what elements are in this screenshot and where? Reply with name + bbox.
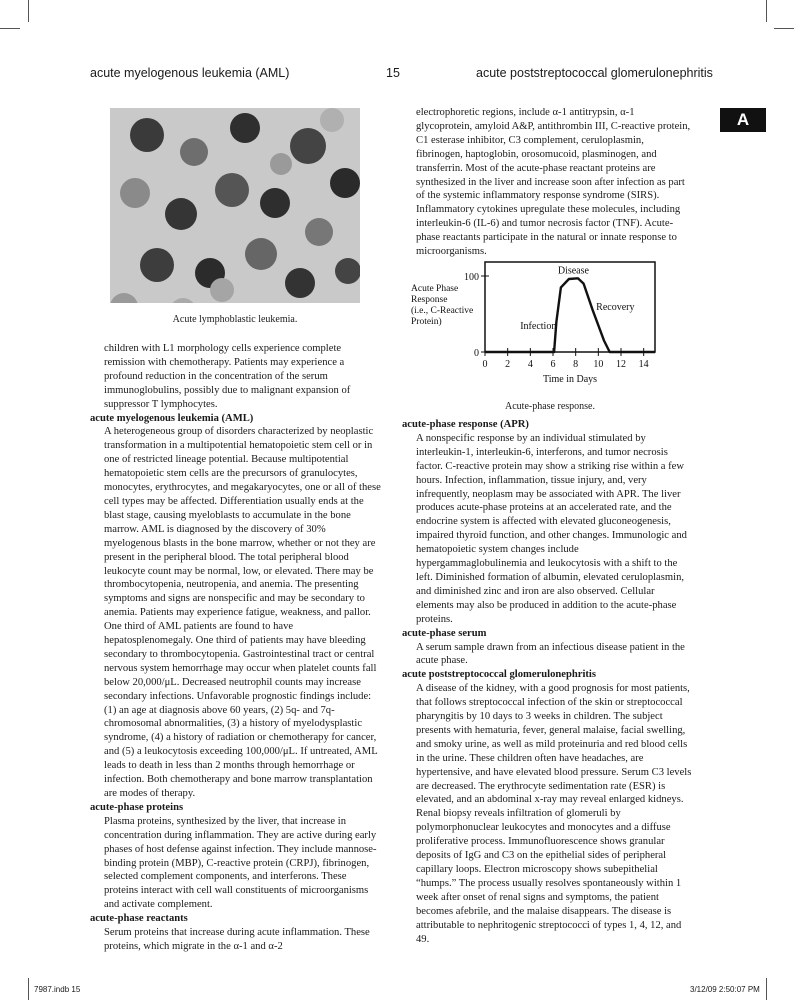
blood-cell — [285, 268, 315, 298]
y-axis-label: Protein) — [411, 317, 442, 327]
chart-caption: Acute-phase response. — [505, 401, 595, 412]
crop-mark — [28, 0, 29, 22]
x-tick-label: 14 — [638, 359, 649, 370]
y-axis-label: Response — [411, 295, 448, 305]
x-tick-label: 0 — [482, 359, 488, 370]
crop-mark — [0, 28, 20, 29]
y-axis-label: (i.e., C-Reactive — [411, 306, 474, 316]
blood-cell — [330, 168, 360, 198]
x-tick-label: 8 — [573, 359, 579, 370]
body-paragraph: children with L1 morphology cells experience complete remission with chemotherapy. Patients may experience a profound reduction in the concentration of the serum immunoglobulins, possibly due to malignant expansion of suppressor T lymphocytes. — [104, 343, 351, 410]
running-header-right: acute poststreptococcal glomerulonephritis — [476, 66, 713, 80]
y-tick-label: 100 — [464, 272, 479, 283]
chart-annotation: Recovery — [596, 302, 635, 314]
blood-cell — [290, 128, 326, 164]
crop-mark — [766, 978, 767, 1000]
body-paragraph: electrophoretic regions, include α-1 antitrypsin, α-1 glycoprotein, amyloid A&P, antithrombin III, C-reactive protein, C1 esterase inhibitor, C3 complement, ceruloplasmin, fibrinogen, haptoglobin, orosomucoid, plasminogen, and transferrin. Most of the acute-phase reactant proteins are synthesized in the liver and increase soon after infection as part of the systemic inflammatory response syndrome (SIRS). Inflammatory cytokines upregulate these molecules, including interleukin-6 (IL-6) and tumor necrosis factor (TNF). Acute-phase reactants participate in the natural or innate response to microorganisms. — [416, 107, 691, 258]
x-axis-label: Time in Days — [542, 374, 598, 385]
chart-annotation: Infection — [520, 321, 557, 333]
figure-caption: Acute lymphoblastic leukemia. — [172, 314, 298, 325]
blood-cell — [120, 178, 150, 208]
body-paragraph: A heterogeneous group of disorders characterized by neoplastic transformation in a multipotential hematopoietic stem cell or in one of restricted lineage potential. Because multipotential hematopoietic stem cells are the precursors of granulocytes, monocytes, erythrocytes, and megakaryocytes, one or all of these cell types may be affected. Differentiation usually ends at the blast stage, causing myeloblasts to accumulate in the bone marrow. AML is diagnosed by the discovery of 30% myelogenous blasts in the bone marrow, whether or not they are present in the peripheral blood. The total peripheral blood leukocyte count may be normal, low, or elevated. There may be thrombocytopenia, neutropenia, and anemia. The presenting symptoms and signs are nonspecific and may be secondary to anemia. Patients may experience fatigue, weakness, and pallor. One third of AML patients are found to have hepatosplenomegaly. One third of patients may have bleeding secondary to thrombocytopenia. Gastrointestinal tract or central nervous system hemorrhage may occur when platelet counts fall below 20,000/μL. Decreased neutrophil counts may increase secondary infections. Unfavorable prognostic findings include: (1) an age at diagnosis above 60 years, (2) 5q- and 7q- chromosomal abnormalities, (3) a history of myelodysplastic syndrome, (4) a history of radiation or chemotherapy for cancer, and (5) a leukocytosis exceeding 100,000/μL. If untreated, AML leads to death in less than 2 months through hemorrhage or infection. Both chemotherapy and bone marrow transplantation are modes of therapy. — [104, 426, 381, 799]
blood-cell — [210, 278, 234, 302]
x-tick-label: 12 — [616, 359, 626, 370]
blood-cell — [140, 248, 174, 282]
entry-term: acute poststreptococcal glomerulonephritis — [402, 669, 596, 681]
body-paragraph: Plasma proteins, synthesized by the liver, that increase in concentration during inflammation. They are active during early phases of host defense against infection. They include mannose-binding protein (MBP), C-reactive protein (CRPJ), fibrinogen, selected complement components, and interferons. These proteins interact with cell wall constituents of microorganisms and activate complement. — [104, 815, 377, 911]
blood-cell — [260, 188, 290, 218]
footer-timestamp: 3/12/09 2:50:07 PM — [690, 985, 760, 994]
body-paragraph: A disease of the kidney, with a good prognosis for most patients, that follows streptococcal infection of the skin or streptococcal pharyngitis by 10 days to 3 weeks in children. The subject presents with hematuria, fever, general malaise, facial swelling, and smoky urine, as well as mild proteinuria and red blood cells in the urine. These children often have headaches, are hypertensive, and have elevated blood pressure. Serum C3 levels are decreased. The erythrocyte sedimentation rate (ESR) is elevated, and an abdominal x-ray may reveal enlarged kidneys. Renal biopsy reveals infiltration of glomeruli by polymorphonuclear leukocytes and monocytes and a diffuse proliferative process. Immunofluorescence shows granular deposits of IgG and C3 on the epithelial sides of peripheral capillary loops. Electron microscopy shows subepithelial “humps.” The process usually resolves spontaneously within 1 week after onset of renal signs and symptoms, the patient becomes afebrile, and the malaise disappears. The disease is attributable to nephritogenic streptococci of types 1, 4, 12, and 49. — [416, 683, 692, 945]
x-tick-label: 2 — [505, 359, 511, 370]
left-column — [90, 342, 382, 954]
blood-cell — [305, 218, 333, 246]
entry-term: acute-phase reactants — [90, 913, 188, 925]
y-tick-label: 0 — [474, 348, 479, 359]
blood-cell — [180, 138, 208, 166]
blood-cell — [245, 238, 277, 270]
body-paragraph: A nonspecific response by an individual stimulated by interleukin-1, interleukin-6, interferons, and tumor necrosis factor. C-reactive protein may show a striking rise within a few hours. Infection, inflammation, tissue injury, and, very infrequently, neoplasm may be associated with APR. The liver produces acute-phase proteins at an accelerated rate, and the endocrine system is affected with elevated gluconeogenesis, impaired thyroid function, and other changes. Immunologic and hematopoietic system changes include hypergammaglobulinemia and leukocytosis with a shift to the left. Diminished formation of albumin, elevated ceruloplasmin, and diminished zinc and iron are also observed. Cellular elements may also be produced in addition to the acute-phase proteins. — [416, 432, 687, 625]
footer-file: 7987.indb 15 — [34, 985, 81, 994]
entry-term: acute-phase serum — [402, 627, 487, 639]
crop-mark — [766, 0, 767, 22]
entry-term: acute-phase proteins — [90, 801, 184, 813]
entry-term: acute myelogenous leukemia (AML) — [90, 412, 254, 424]
right-column — [402, 418, 692, 946]
running-header-left: acute myelogenous leukemia (AML) — [90, 66, 290, 80]
blood-cell — [130, 118, 164, 152]
blood-cell — [320, 108, 344, 132]
entry-term: acute-phase response (APR) — [402, 419, 529, 430]
blood-cell — [270, 153, 292, 175]
x-tick-label: 10 — [593, 359, 604, 370]
blood-cell — [230, 113, 260, 143]
blood-cell — [170, 298, 196, 303]
right-column-top — [402, 106, 692, 259]
body-paragraph: A serum sample drawn from an infectious disease patient in the acute phase. — [416, 641, 685, 667]
x-tick-label: 6 — [550, 359, 556, 370]
blood-cell — [165, 198, 197, 230]
body-paragraph: Serum proteins that increase during acute inflammation. These proteins, which migrate in the α-1 and α-2 — [104, 927, 370, 952]
crop-mark — [774, 28, 794, 29]
blood-cell — [335, 258, 360, 284]
crop-mark — [28, 978, 29, 1000]
x-tick-label: 4 — [527, 359, 533, 370]
acute-phase-response-chart — [405, 256, 695, 416]
y-axis-label: Acute Phase — [411, 284, 459, 294]
chart-annotation: Disease — [557, 265, 589, 277]
leukemia-micrograph-image — [110, 108, 360, 303]
series-line — [485, 278, 655, 352]
page-number: 15 — [386, 66, 400, 80]
blood-cell — [215, 173, 249, 207]
blood-cell — [110, 293, 138, 303]
section-tab: A — [720, 108, 766, 132]
